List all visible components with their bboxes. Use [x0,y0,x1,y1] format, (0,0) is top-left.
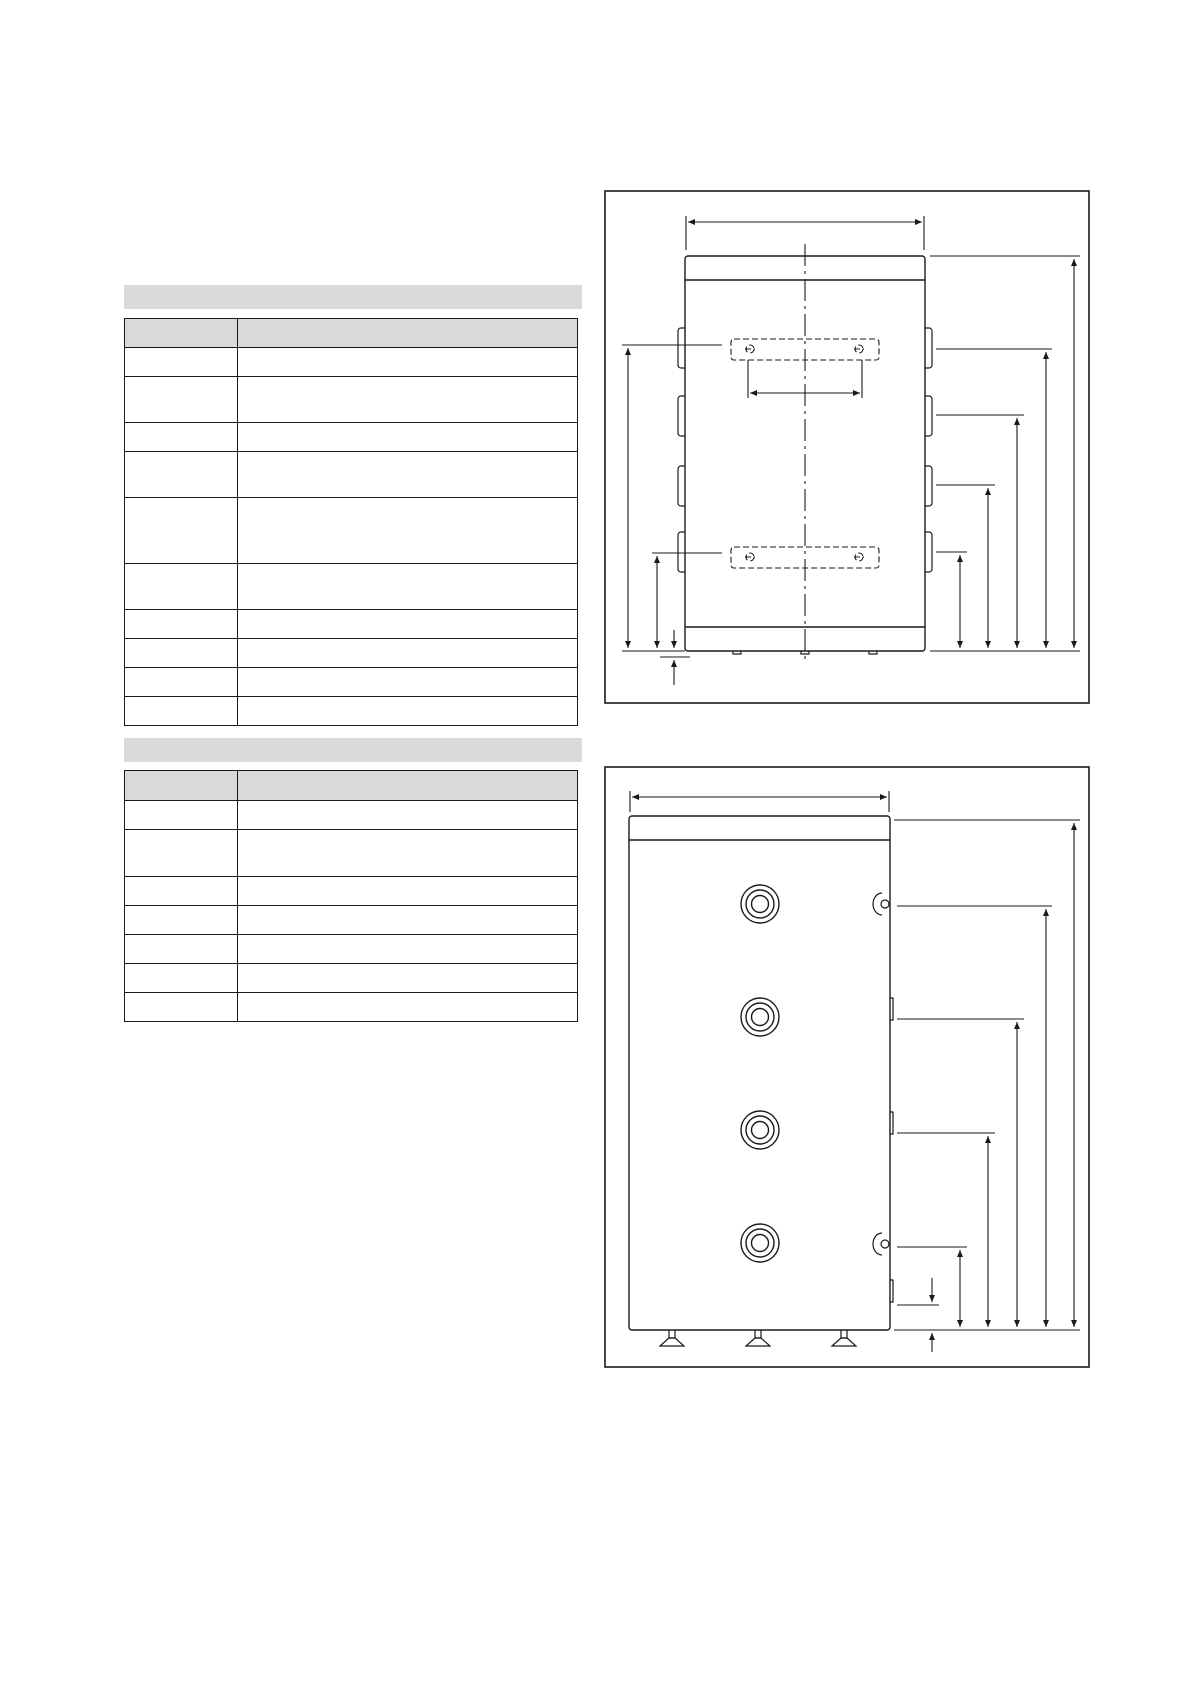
table-cell [238,498,578,564]
connection-port [741,998,779,1036]
table-row [125,993,578,1022]
figure-frame [605,767,1089,1367]
table-row [125,498,578,564]
tank-side-view-figure [604,766,1090,1368]
table-cell [125,964,238,993]
table-cell [238,348,578,377]
table-cell [238,564,578,610]
section-b-band [124,738,582,762]
table-cell [125,377,238,423]
header-cell [125,771,238,801]
table-row [125,452,578,498]
dimension-lines [630,791,1080,1352]
table-row [125,935,578,964]
table-row [125,801,578,830]
tank-front-view-figure [604,190,1090,704]
table-row [125,906,578,935]
connection-port [741,1111,779,1149]
table-row [125,377,578,423]
table-row [125,668,578,697]
table-cell [238,801,578,830]
table-cell [238,423,578,452]
table-row [125,964,578,993]
table-row [125,697,578,726]
dimension-lines [622,216,1080,685]
connection-port [741,1224,779,1262]
table-cell [238,610,578,639]
table-cell [125,639,238,668]
table-cell [125,498,238,564]
table-cell [125,877,238,906]
header-cell [125,319,238,348]
table-cell [238,830,578,877]
table-cell [125,610,238,639]
table-row [125,348,578,377]
table-row [125,564,578,610]
table-cell [125,564,238,610]
table-row [125,830,578,877]
connection-port [741,885,779,923]
table-cell [238,668,578,697]
table-cell [238,877,578,906]
table-row [125,610,578,639]
table-row [125,639,578,668]
table-cell [238,935,578,964]
section-a-table [124,318,578,726]
table-cell [238,906,578,935]
header-cell [238,771,578,801]
table-cell [125,993,238,1022]
table-cell [238,639,578,668]
table-cell [238,964,578,993]
table-row [125,877,578,906]
table-row [125,423,578,452]
table-cell [125,452,238,498]
table-cell [238,993,578,1022]
section-a-band [124,285,582,309]
section-b-table [124,770,578,1022]
table-cell [238,452,578,498]
table-cell [125,830,238,877]
table-cell [238,697,578,726]
table-cell [125,697,238,726]
table-cell [238,377,578,423]
table-cell [125,906,238,935]
table-header-row [125,319,578,348]
table-cell [125,935,238,964]
table-cell [125,348,238,377]
tank-body [629,816,890,1330]
table-cell [125,668,238,697]
header-cell [238,319,578,348]
figure-frame [605,191,1089,703]
table-cell [125,801,238,830]
table-header-row [125,771,578,801]
table-cell [125,423,238,452]
levelling-feet [660,1330,856,1346]
